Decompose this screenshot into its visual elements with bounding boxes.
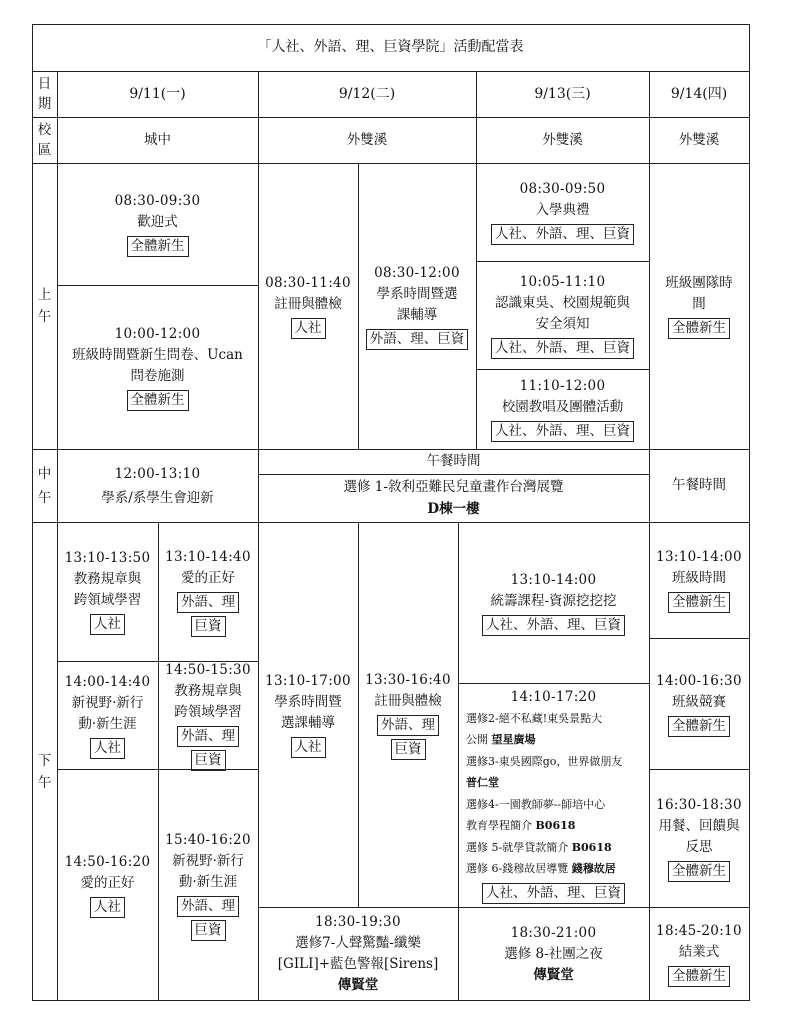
text: 區 xyxy=(37,142,52,158)
event-registration-pm xyxy=(358,522,458,907)
audience-tag: 全體新生 xyxy=(668,716,730,737)
text: 學系時間暨選 xyxy=(376,285,458,302)
text: 選修7-人聲驚豔-纖樂 xyxy=(295,935,421,951)
audience-tag: 人社、外語、理、巨資 xyxy=(482,615,625,636)
audience-tag: 外語、理 xyxy=(177,726,239,747)
text: 班級團隊時 xyxy=(665,275,733,291)
text: 13:30-16:40 xyxy=(365,671,451,688)
audience-tag: 巨資 xyxy=(191,750,226,771)
audience-tag: 人社 xyxy=(90,897,125,918)
text: 學系/系學生會迎新 xyxy=(101,489,214,506)
lunch-time-label xyxy=(258,449,649,474)
event-campus-song xyxy=(476,369,649,449)
text: 傳賢堂 xyxy=(337,977,379,993)
text: 班級時間暨新生問卷、Ucan xyxy=(72,346,243,363)
event-elective-7 xyxy=(258,907,458,1001)
event-electives-2-6 xyxy=(458,683,649,907)
side-label-afternoon xyxy=(32,522,57,1001)
audience-tag: 全體新生 xyxy=(127,390,189,411)
text: 動·新生涯 xyxy=(78,715,137,732)
date-day1 xyxy=(57,71,258,117)
text: 18:30-21:00 xyxy=(510,924,597,941)
text: 08:30-09:30 xyxy=(114,193,201,209)
text: 08:30-09:50 xyxy=(519,181,606,197)
audience-tag: 外語、理 xyxy=(377,715,439,736)
text: 外雙溪 xyxy=(346,131,388,148)
text: 選修 1-敘利亞難民兒童畫作台灣展覽 xyxy=(343,479,564,495)
text: 14:10-17:20 xyxy=(510,688,597,705)
text: 10:05-11:10 xyxy=(519,273,606,290)
audience-tag: 全體新生 xyxy=(127,236,189,257)
text: 教務規章與 xyxy=(174,682,242,699)
text: 新視野·新行 xyxy=(71,694,144,711)
campus-day1 xyxy=(57,117,258,163)
text: 18:45-20:10 xyxy=(656,923,742,939)
event-welcome-ceremony xyxy=(57,163,258,285)
date-day2 xyxy=(258,71,476,117)
audience-tag: 人社 xyxy=(90,738,125,759)
text: 錢穆故居 xyxy=(571,862,616,875)
text: 16:30-18:30 xyxy=(656,796,742,813)
event-class-competition xyxy=(649,638,749,769)
text: 公開 xyxy=(466,733,492,746)
text: 認識東吳、校園規範與 xyxy=(495,294,630,311)
event-class-team-time xyxy=(649,163,749,449)
text: B0618 xyxy=(571,840,612,854)
text: 校園教唱及團體活動 xyxy=(501,399,624,415)
lunch-time-day4 xyxy=(649,449,749,522)
text: 期 xyxy=(37,96,52,112)
event-love-just-right-2 xyxy=(57,769,158,1001)
event-registration-health-check xyxy=(258,163,358,449)
audience-tag: 巨資 xyxy=(391,739,426,760)
text: 學系時間暨 xyxy=(274,694,342,710)
audience-tag: 全體新生 xyxy=(668,318,730,339)
side-label-date xyxy=(32,71,57,117)
text: 用餐、回饋與 xyxy=(658,817,740,834)
text: 選課輔導 xyxy=(281,715,335,731)
text: 歡迎式 xyxy=(137,214,178,230)
audience-tag: 外語、理 xyxy=(177,592,239,613)
text: 9/11(一) xyxy=(129,85,186,102)
text: 上 xyxy=(37,287,52,303)
text: 08:30-11:40 xyxy=(265,275,351,291)
date-day3 xyxy=(476,71,649,117)
text: 安全須知 xyxy=(535,315,590,332)
border-right xyxy=(749,24,750,1001)
text: 中 xyxy=(37,465,52,482)
text: D棟一樓 xyxy=(427,501,480,517)
campus-day4 xyxy=(649,117,749,163)
campus-day2 xyxy=(258,117,476,163)
event-opening-ceremony xyxy=(476,163,649,261)
audience-tag: 全體新生 xyxy=(668,861,730,882)
audience-tag: 外語、理、巨資 xyxy=(366,329,469,350)
elective-line xyxy=(466,858,616,880)
side-label-morning xyxy=(32,163,57,449)
text: 選修 5-就學貸款簡介 xyxy=(466,840,572,854)
event-know-soochow xyxy=(476,261,649,369)
text: 午 xyxy=(37,774,52,791)
elective-line xyxy=(466,751,622,773)
event-academic-rules xyxy=(57,522,158,661)
text: 午餐時間 xyxy=(426,453,481,469)
text: 9/12(二) xyxy=(338,85,396,102)
elective-line xyxy=(466,772,499,794)
text: 14:00-14:40 xyxy=(64,673,151,690)
text: 問卷施測 xyxy=(130,367,185,384)
text: 動·新生涯 xyxy=(178,873,238,890)
text: 13:10-13:50 xyxy=(64,550,151,566)
audience-tag: 人社、外語、理、巨資 xyxy=(491,224,634,245)
text: 統籌課程-資源挖挖挖 xyxy=(490,592,617,609)
text: 午 xyxy=(37,309,52,325)
side-label-noon xyxy=(32,449,57,522)
text: 註冊與體檢 xyxy=(274,296,342,312)
text: B0618 xyxy=(535,819,576,832)
text: 14:50-15:30 xyxy=(165,661,251,678)
text: 午餐時間 xyxy=(672,477,726,493)
text: 新視野·新行 xyxy=(172,852,244,869)
text: 選修 6-錢穆故居導覽 xyxy=(466,862,572,875)
text: 13:10-14:00 xyxy=(510,571,597,588)
event-elective-8 xyxy=(458,907,649,1001)
elective-list xyxy=(458,708,649,880)
text: 望星廣場 xyxy=(491,733,536,746)
text: 跨領域學習 xyxy=(73,592,142,608)
audience-tag: 人社、外語、理、巨資 xyxy=(491,338,634,359)
event-department-welcome xyxy=(57,449,258,522)
audience-tag: 人社、外語、理、巨資 xyxy=(482,883,625,904)
audience-tag: 人社 xyxy=(291,318,326,339)
event-academic-rules-2 xyxy=(158,661,258,769)
text: 班級時間 xyxy=(672,570,726,586)
elective-line xyxy=(466,837,612,859)
text: 選修2-絕不私藏!東吳景點大 xyxy=(466,711,603,725)
event-department-time xyxy=(358,163,476,449)
event-dinner-reflection xyxy=(649,769,749,907)
text: 下 xyxy=(37,752,52,769)
event-new-vision xyxy=(57,661,158,769)
text: 註冊與體檢 xyxy=(374,692,442,709)
event-love-just-right xyxy=(158,522,258,661)
event-elective-1 xyxy=(258,474,649,522)
text: 08:30-12:00 xyxy=(374,264,460,281)
elective-line xyxy=(466,708,602,730)
text: 城中 xyxy=(144,131,171,148)
text: [GILI]+藍色警報[Sirens] xyxy=(277,956,439,972)
text: 愛的正好 xyxy=(80,875,135,891)
audience-tag: 人社 xyxy=(90,614,125,635)
text: 選修 8-社團之夜 xyxy=(504,945,603,962)
elective-line xyxy=(466,794,605,816)
text: 選修3-東吳國際go，世界做朋友 xyxy=(466,754,623,768)
audience-tag: 人社 xyxy=(291,737,326,758)
event-class-time-pm xyxy=(649,522,749,638)
text: 18:30-19:30 xyxy=(315,914,401,930)
text: 日 xyxy=(37,76,52,92)
text: 外雙溪 xyxy=(678,131,720,148)
text: 14:50-16:20 xyxy=(64,854,151,870)
audience-tag: 巨資 xyxy=(191,920,226,941)
text: 教務規章與 xyxy=(73,571,142,587)
audience-tag: 全體新生 xyxy=(668,966,730,987)
text: 外雙溪 xyxy=(542,131,583,148)
event-closing-ceremony xyxy=(649,907,749,1001)
title-text: 「人社、外語、理、巨資學院」活動配當表 xyxy=(257,39,524,55)
text: 13:10-17:00 xyxy=(265,673,351,689)
event-resource-course xyxy=(458,522,649,683)
date-day4 xyxy=(649,71,749,117)
text: 教育學程簡介 xyxy=(466,819,536,832)
text: 入學典禮 xyxy=(535,202,590,218)
text: 跨領域學習 xyxy=(174,703,242,720)
text: 校 xyxy=(37,122,52,138)
campus-day3 xyxy=(476,117,649,163)
audience-tag: 全體新生 xyxy=(668,592,730,613)
text: 愛的正好 xyxy=(181,569,235,586)
audience-tag: 外語、理 xyxy=(177,896,239,917)
text: 班級競賽 xyxy=(672,693,726,710)
text: 結業式 xyxy=(678,944,720,960)
text: 選修4-一園教師夢--師培中心 xyxy=(466,797,606,811)
page-title xyxy=(32,24,749,71)
audience-tag: 人社、外語、理、巨資 xyxy=(491,421,634,442)
text: 午 xyxy=(37,489,52,506)
text: 間 xyxy=(692,296,706,312)
side-label-campus xyxy=(32,117,57,163)
text: 課輔導 xyxy=(396,306,438,323)
text: 14:00-16:30 xyxy=(656,672,742,689)
text: 13:10-14:40 xyxy=(165,548,251,565)
event-new-vision-2 xyxy=(158,769,258,1001)
text: 15:40-16:20 xyxy=(165,831,251,848)
text: 13:10-14:00 xyxy=(656,549,742,565)
text: 10:00-12:00 xyxy=(114,325,201,342)
text: 傳賢堂 xyxy=(533,966,574,983)
text: 12:00-13:10 xyxy=(114,465,201,482)
elective-line xyxy=(466,729,536,751)
event-class-time xyxy=(57,285,258,449)
event-department-time-pm xyxy=(258,522,358,907)
audience-tag: 巨資 xyxy=(191,616,226,637)
text: 9/14(四) xyxy=(670,85,728,102)
text: 9/13(三) xyxy=(534,85,591,102)
text: 普仁堂 xyxy=(466,776,499,789)
elective-line xyxy=(466,815,575,837)
text: 反思 xyxy=(685,838,713,855)
text: 11:10-12:00 xyxy=(519,378,606,394)
